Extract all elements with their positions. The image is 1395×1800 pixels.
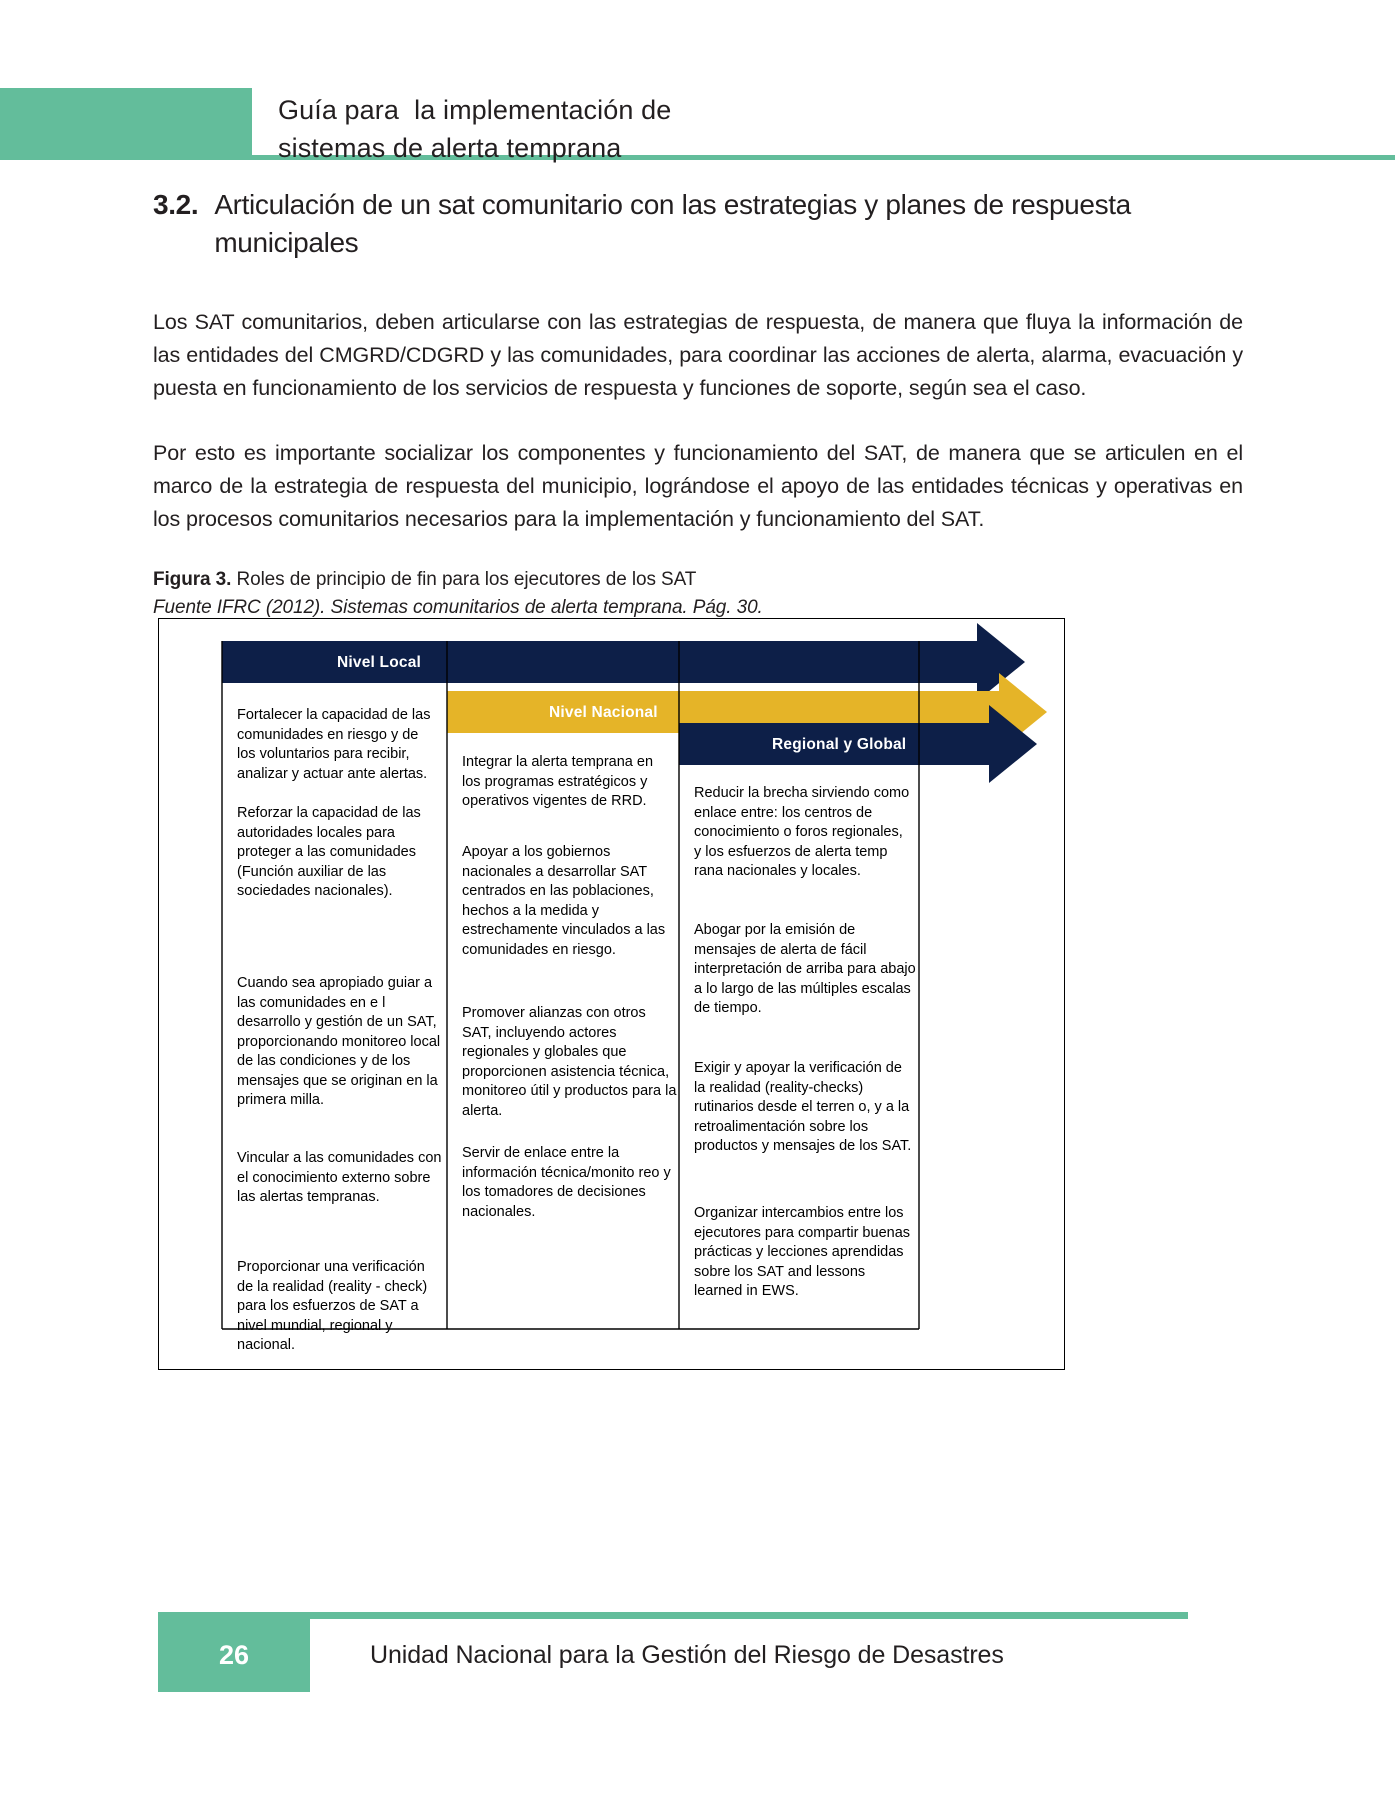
list-item: Vincular a las comunidades con el conocimiento externo sobre las alertas tempranas. [237,1150,442,1205]
footer-organization: Unidad Nacional para la Gestión del Riesgo de Desastres [370,1641,1004,1669]
banner-label-nivel-local: Nivel Local [337,654,422,671]
page-content [153,186,1243,622]
spacer [153,262,1243,306]
page-number: 26 [158,1619,310,1692]
banner-label-regional-global: Regional y Global [772,736,907,753]
page-title [153,186,1243,262]
running-header-title [278,91,1178,167]
list-item: Cuando sea apropiado guiar a las comunidades en e l desarrollo y gestión de un SAT, proporcionando monitoreo local de las condiciones y de los mensajes que se originan en la primera milla. [237,975,441,1108]
list-item: Organizar intercambios entre los ejecutores para compartir buenas prácticas y lecciones aprendidas sobre los SAT and lessons learned in EWS. [694,1205,911,1299]
running-header-line-1: Guía para la implementación de [278,95,672,125]
spacer [153,405,1243,437]
list-item: Abogar por la emisión de mensajes de alerta de fácil interpretación de arriba para abajo a lo largo de las múltiples escalas de tiempo. [694,922,916,1016]
figure-caption [153,566,1243,594]
figure-source: Fuente IFRC (2012). Sistemas comunitarios de alerta temprana. Pág. 30. [153,597,763,618]
list-item: Integrar la alerta temprana en los programas estratégicos y operativos vigentes de RRD. [462,754,654,809]
footer-accent-rule [158,1612,1188,1619]
list-item: Servir de enlace entre la información técnica/monito reo y los tomadores de decisiones nacionales. [462,1145,671,1220]
list-item: Reducir la brecha sirviendo como enlace entre: los centros de conocimiento o foros regionales, y los esfuerzos de alerta temp rana nacionales y locales. [694,785,910,879]
paragraph-1: Los SAT comunitarios, deben articularse con las estrategias de respuesta, de manera que fluya la información de las entidades del CMGRD/CDGRD y las comunidades, para coordinar las acciones de alerta, alarma, evacuación y puesta en funcionamiento de los servicios de respuesta y funciones de soporte, según sea el caso. [153,310,1243,400]
list-item: Exigir y apoyar la verificación de la realidad (reality-checks) rutinarios desde el terren o, y a la retroalimentación sobre los productos y mensajes de los SAT. [694,1060,912,1154]
banner-label-nivel-nacional: Nivel Nacional [549,704,658,721]
paragraph-2: Por esto es importante socializar los componentes y funcionamiento del SAT, de manera que se articulen en el marco de la estrategia de respuesta del municipio, lográndose el apoyo de las entidades técnicas y operativas en los procesos comunitarios necesarios para la implementación y funcionamiento del SAT. [153,441,1243,531]
spacer [153,536,1243,566]
figure-content [159,619,1066,1371]
figure-caption-label: Figura 3. [153,569,232,590]
list-item: Promover alianzas con otros SAT, incluyendo actores regionales y globales que proporcionen asistencia técnica, monitoreo útil y productos para la alerta. [462,1005,677,1119]
figure-caption-text: Roles de principio de fin para los ejecutores de los SAT [231,569,697,590]
figure-3 [158,618,1065,1370]
list-item: Reforzar la capacidad de las autoridades locales para proteger a las comunidades (Función auxiliar de las sociedades nacionales). [237,805,421,899]
list-item: Proporcionar una verificación de la realidad (reality - check) para los esfuerzos de SAT a nivel mundial, regional y nacional. [237,1259,428,1353]
section-number: 3.2. [153,189,199,220]
list-item: Apoyar a los gobiernos nacionales a desarrollar SAT centrados en las poblaciones, hechos a la medida y estrechamente vinculados a las comunidades en riesgo. [462,844,666,958]
section-title: Articulación de un sat comunitario con las estrategias y planes de respuesta municipales [214,189,1131,258]
list-item: Fortalecer la capacidad de las comunidades en riesgo y de los voluntarios para recibir, analizar y actuar ante alertas. [237,707,431,782]
running-header-line-2: sistemas de alerta temprana [278,133,622,163]
